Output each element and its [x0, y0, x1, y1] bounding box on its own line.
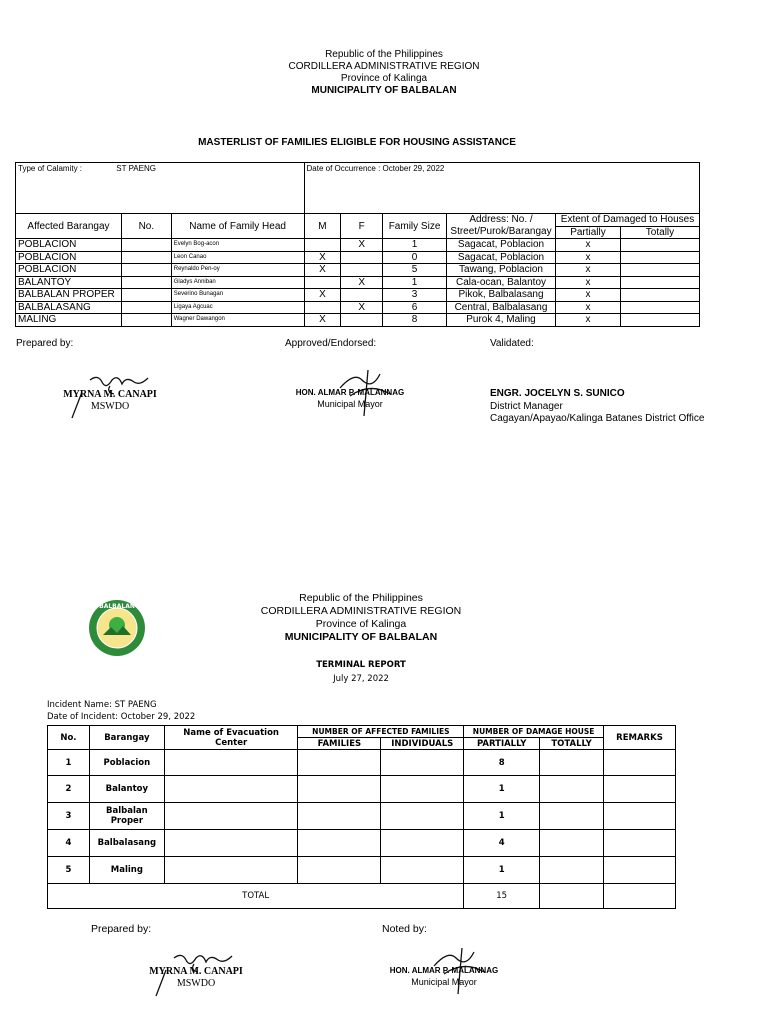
sig2-name: HON. ALMAR P. MALANNAG [389, 966, 499, 975]
masterlist-title: MASTERLIST OF FAMILIES ELIGIBLE FOR HOUSING ASSISTANCE [198, 137, 516, 148]
cell-totally [620, 301, 699, 314]
prepared-by-label: Prepared by: [16, 338, 74, 349]
cell-f: X [341, 276, 383, 289]
table-row [48, 776, 676, 803]
cell-size: 1 [383, 239, 447, 252]
cell-family-head: Wagner Dawangon [171, 314, 304, 327]
cell-partially: x [555, 251, 620, 264]
sig1-title: MSWDO [90, 401, 130, 412]
col-header-damage: NUMBER OF DAMAGE HOUSE [464, 726, 604, 738]
cell-partially: x [555, 314, 620, 327]
cell-size: 5 [383, 264, 447, 277]
validated-label: Validated: [490, 338, 534, 349]
sig1-title: MSWDO [176, 978, 216, 989]
cell-center [164, 803, 298, 830]
prepared-by-label: Prepared by: [91, 923, 152, 935]
header-line: Province of Kalinga [340, 73, 428, 84]
cell-remarks [604, 803, 676, 830]
cell-barangay: Balbalasang [89, 830, 164, 857]
table-row [16, 251, 700, 264]
cell-family-head: Leon Canao [171, 251, 304, 264]
total-label: TOTAL [48, 884, 464, 909]
cell-no [121, 264, 171, 277]
table-row [16, 239, 700, 252]
doc1-header [0, 49, 768, 97]
header-line: Province of Kalinga [315, 618, 407, 630]
cell-no [121, 289, 171, 302]
cell-partially: x [555, 289, 620, 302]
sig3-title: District Manager [490, 401, 563, 412]
cell-no [121, 251, 171, 264]
table-row [16, 314, 700, 327]
cell-address: Pikok, Balbalasang [447, 289, 556, 302]
calamity-label: Type of Calamity : [18, 164, 83, 173]
cell-families [298, 830, 381, 857]
cell-partially: x [555, 264, 620, 277]
cell-totally [620, 264, 699, 277]
address-header-line1: Address: No. / [469, 214, 533, 225]
cell-center [164, 857, 298, 884]
cell-no: 5 [48, 857, 90, 884]
table-row [48, 830, 676, 857]
cell-remarks [604, 884, 676, 909]
cell-partially: x [555, 276, 620, 289]
cell-barangay: BALBALAN PROPER [16, 289, 122, 302]
table-row [16, 264, 700, 277]
table-row [16, 276, 700, 289]
cell-address: Purok 4, Maling [447, 314, 556, 327]
cell-m: X [304, 289, 341, 302]
cell-totally [540, 750, 604, 776]
col-header-partially: Partially [555, 226, 620, 239]
cell-no [121, 239, 171, 252]
cell-center [164, 776, 298, 803]
cell-totally [620, 289, 699, 302]
calamity-value: ST PAENG [116, 164, 156, 173]
col-header-individuals: INDIVIDUALS [381, 738, 464, 750]
terminal-report-table [47, 725, 676, 909]
cell-no [121, 301, 171, 314]
cell-address: Cala-ocan, Balantoy [447, 276, 556, 289]
approved-label: Approved/Endorsed: [285, 338, 377, 349]
col-header-remarks: REMARKS [604, 726, 676, 750]
cell-m [304, 239, 341, 252]
table-row [48, 750, 676, 776]
cell-totally [620, 251, 699, 264]
cell-f [341, 251, 383, 264]
sig2-title: Municipal Mayor [411, 977, 477, 987]
sig3-office: Cagayan/Apayao/Kalinga Batanes District Office [490, 413, 705, 424]
header-line: CORDILLERA ADMINISTRATIVE REGION [288, 61, 480, 72]
cell-families [298, 857, 381, 884]
cell-partially: 1 [464, 803, 540, 830]
cell-totally [620, 239, 699, 252]
cell-partially: 1 [464, 857, 540, 884]
cell-barangay: POBLACION [16, 239, 122, 252]
cell-address: Tawang, Poblacion [447, 264, 556, 277]
cell-barangay: BALANTOY [16, 276, 122, 289]
col-header-no: No. [48, 726, 90, 750]
calamity-cell [16, 163, 305, 214]
cell-no: 4 [48, 830, 90, 857]
report-date: July 27, 2022 [333, 674, 389, 684]
col-header-f: F [341, 214, 383, 239]
cell-totally [540, 830, 604, 857]
col-header-totally: TOTALLY [540, 738, 604, 750]
cell-remarks [604, 750, 676, 776]
cell-barangay: Balbalan Proper [89, 803, 164, 830]
cell-individuals [381, 750, 464, 776]
sig1-name: MYRNA M. CANAPI [63, 389, 157, 400]
cell-remarks [604, 857, 676, 884]
cell-partially: 4 [464, 830, 540, 857]
cell-f [341, 314, 383, 327]
sig1-name: MYRNA M. CANAPI [149, 966, 243, 977]
cell-size: 8 [383, 314, 447, 327]
col-header-evacuation-center: Name of Evacuation Center [164, 726, 298, 750]
total-row [48, 884, 676, 909]
cell-families [298, 776, 381, 803]
cell-partially: 1 [464, 776, 540, 803]
col-header-totally: Totally [620, 226, 699, 239]
cell-m: X [304, 264, 341, 277]
noted-by-label: Noted by: [382, 923, 427, 935]
cell-m: X [304, 314, 341, 327]
cell-f: X [341, 239, 383, 252]
table-row [16, 289, 700, 302]
cell-address: Sagacat, Poblacion [447, 251, 556, 264]
cell-center [164, 830, 298, 857]
seal-text: BALBALAN [99, 603, 135, 610]
col-header-barangay: Affected Barangay [16, 214, 122, 239]
header-line: Republic of the Philippines [325, 49, 443, 60]
col-header-affected: NUMBER OF AFFECTED FAMILIES [298, 726, 464, 738]
cell-individuals [381, 857, 464, 884]
col-header-no: No. [121, 214, 171, 239]
table-row [48, 857, 676, 884]
cell-totally [540, 857, 604, 884]
cell-partially: x [555, 239, 620, 252]
incident-date: Date of Incident: October 29, 2022 [47, 712, 196, 722]
cell-remarks [604, 830, 676, 857]
cell-totally [540, 776, 604, 803]
cell-size: 6 [383, 301, 447, 314]
cell-remarks [604, 776, 676, 803]
cell-family-head: Reynaldo Pen-oy [171, 264, 304, 277]
cell-family-head: Gladys Anniban [171, 276, 304, 289]
cell-no: 3 [48, 803, 90, 830]
masterlist-table [15, 162, 700, 327]
cell-barangay: Balantoy [89, 776, 164, 803]
cell-individuals [381, 830, 464, 857]
cell-partially: 8 [464, 750, 540, 776]
col-header-m: M [304, 214, 341, 239]
cell-family-head: Ligaya Agcuac [171, 301, 304, 314]
cell-no [121, 276, 171, 289]
col-header-barangay: Barangay [89, 726, 164, 750]
total-value: 15 [464, 884, 540, 909]
cell-totally [620, 314, 699, 327]
doc2-header [0, 592, 722, 644]
col-header-extent: Extent of Damaged to Houses [555, 214, 699, 227]
cell-size: 3 [383, 289, 447, 302]
cell-address: Central, Balbalasang [447, 301, 556, 314]
cell-totally [540, 803, 604, 830]
occurrence-cell [304, 163, 700, 214]
occurrence-date: Date of Occurrence : October 29, 2022 [306, 164, 445, 173]
cell-totally [540, 884, 604, 909]
header-line: CORDILLERA ADMINISTRATIVE REGION [260, 605, 462, 617]
cell-partially: x [555, 301, 620, 314]
cell-barangay: BALBALASANG [16, 301, 122, 314]
sig2-title: Municipal Mayor [317, 399, 383, 409]
cell-barangay: Maling [89, 857, 164, 884]
col-header-families: FAMILIES [298, 738, 381, 750]
terminal-report-title: TERMINAL REPORT [316, 660, 406, 670]
cell-m: X [304, 251, 341, 264]
header-municipality: MUNICIPALITY OF BALBALAN [311, 85, 457, 96]
table-row [48, 803, 676, 830]
cell-barangay: MALING [16, 314, 122, 327]
cell-no: 1 [48, 750, 90, 776]
cell-barangay: POBLACION [16, 251, 122, 264]
cell-f: X [341, 301, 383, 314]
cell-family-head: Evelyn Bog-acon [171, 239, 304, 252]
cell-m [304, 301, 341, 314]
cell-barangay: Poblacion [89, 750, 164, 776]
cell-families [298, 750, 381, 776]
sig2-name: HON. ALMAR P. MALANNAG [295, 388, 405, 397]
cell-no: 2 [48, 776, 90, 803]
cell-individuals [381, 776, 464, 803]
col-header-family-size: Family Size [383, 214, 447, 239]
cell-f [341, 289, 383, 302]
cell-size: 0 [383, 251, 447, 264]
col-header-address [447, 214, 556, 239]
cell-barangay: POBLACION [16, 264, 122, 277]
cell-center [164, 750, 298, 776]
sig3-name: ENGR. JOCELYN S. SUNICO [490, 388, 625, 399]
cell-f [341, 264, 383, 277]
table-row [16, 301, 700, 314]
address-header-line2: Street/Purok/Barangay [450, 226, 552, 237]
cell-m [304, 276, 341, 289]
cell-totally [620, 276, 699, 289]
header-line: Republic of the Philippines [299, 592, 423, 604]
cell-no [121, 314, 171, 327]
cell-address: Sagacat, Poblacion [447, 239, 556, 252]
cell-families [298, 803, 381, 830]
header-municipality: MUNICIPALITY OF BALBALAN [284, 631, 438, 643]
cell-family-head: Severino Bunagan [171, 289, 304, 302]
cell-size: 1 [383, 276, 447, 289]
incident-name: Incident Name: ST PAENG [47, 700, 157, 710]
col-header-family-head: Name of Family Head [171, 214, 304, 239]
cell-individuals [381, 803, 464, 830]
col-header-partially: PARTIALLY [464, 738, 540, 750]
